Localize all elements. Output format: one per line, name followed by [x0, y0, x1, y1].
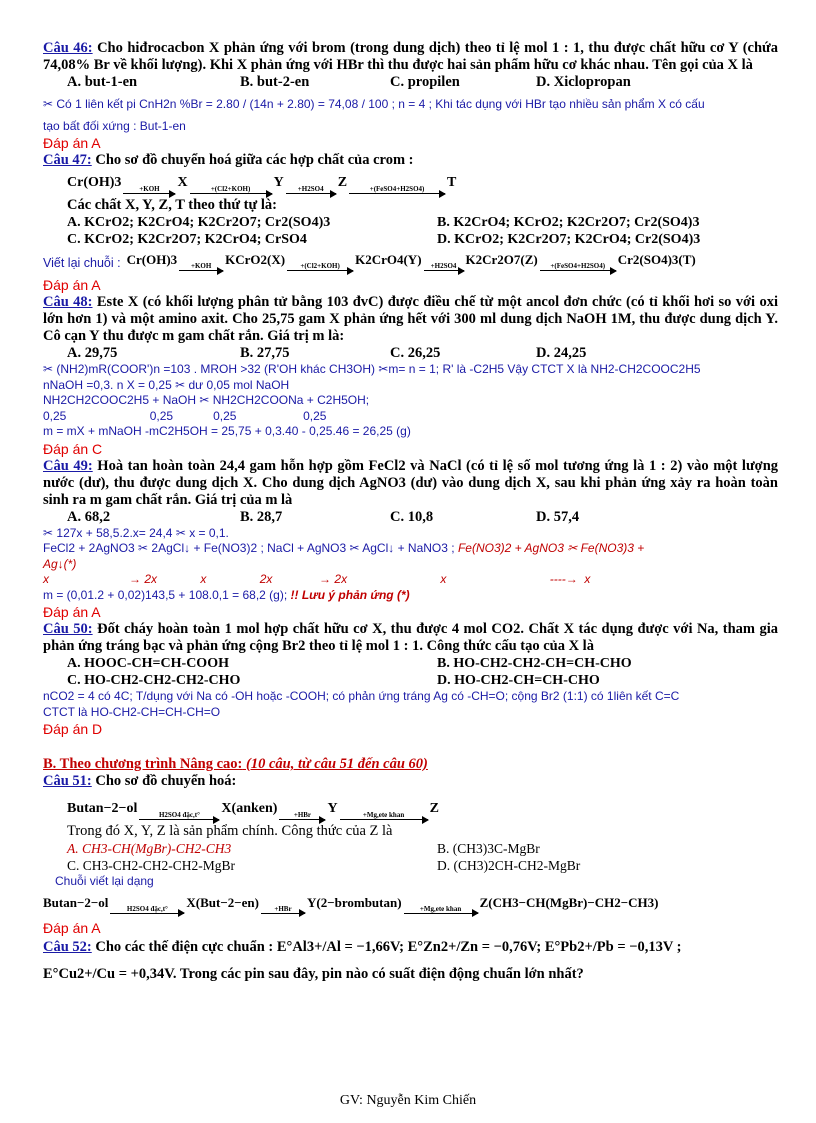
question-46 [43, 40, 778, 74]
option-b: B. (CH3)3C-MgBr [437, 841, 540, 856]
reaction-arrow: +(FeSO4+H2SO4) [349, 185, 445, 194]
question-label: Câu 50: [43, 621, 93, 637]
compound: KCrO2(X) [225, 252, 286, 267]
question-label: Câu 49: [43, 457, 93, 474]
reaction-arrow: +HBr [279, 811, 325, 820]
solution-line: CTCT là HO-CH2-CH=CH-CH=O [43, 704, 221, 719]
answer: Đáp án A [43, 135, 101, 151]
option-a: A. HOOC-CH=CH-COOH [67, 656, 229, 671]
question-label: Câu 47: [43, 152, 92, 168]
question-51 [43, 773, 778, 790]
question-text: Hoà tan hoàn toàn 24,4 gam hỗn hợp gồm FeCl2 và NaCl (có tỉ lệ số mol tương ứng là 1 : 2) vào một lượng nước (dư), thu được dung dịch X. Cho dung dịch AgNO3 (dư) vào dung dịch X, sau khi phản ứng xảy ra hoàn toàn sinh ra m gam chất rắn. Giá trị của m là [43, 457, 779, 508]
compound: Cr(OH)3 [126, 252, 178, 267]
question-prompt: Trong đó X, Y, Z là sản phẩm chính. Công thức của Z là [67, 823, 393, 839]
solution-line: 0,25 0,25 0,25 0,25 [43, 408, 327, 423]
reaction-text-highlight: Fe(NO3)2 + AgNO3 ✂ Fe(NO3)3 + [457, 541, 645, 555]
page-footer: GV: Nguyễn Kim Chiến [339, 1093, 477, 1108]
compound: Butan−2−ol [67, 801, 138, 816]
reaction-arrow: +HBr [261, 905, 305, 914]
rewritten-scheme [43, 249, 778, 271]
rewritten-scheme [43, 892, 778, 914]
section-heading [43, 756, 778, 773]
question-text: Cho sơ đồ chuyển hoá giữa các hợp chất của crom : [95, 152, 414, 168]
reaction-arrow: +(FeSO4+H2SO4) [540, 262, 616, 271]
option-b: B. HO-CH2-CH2-CH=CH-CHO [437, 656, 632, 671]
question-text: Trong các pin sau đây, pin nào có suất điện động chuẩn lớn nhất? [179, 965, 584, 982]
answer: Đáp án A [43, 919, 101, 936]
question-label: Câu 48: [43, 294, 93, 310]
compound: K2CrO4(Y) [355, 252, 422, 267]
solution-line [43, 588, 778, 604]
electrode-potential: E°Cu2+/Cu = +0,34V. [43, 965, 177, 982]
question-50 [43, 621, 778, 655]
question-48 [43, 294, 778, 345]
section-title: B. Theo chương trình Nâng cao: [43, 756, 243, 772]
compound: Y [327, 801, 338, 816]
option-a: A. 68,2 [67, 508, 111, 525]
option-a: A. KCrO2; K2CrO4; K2Cr2O7; Cr2(SO4)3 [67, 215, 331, 230]
solution-line: m = mX + mNaOH -mC2H5OH = 25,75 + 0,3.40 - 0,25.46 = 26,25 (g) [43, 424, 411, 438]
solution-line: ✂ 127x + 58,5.2.x= 24,4 ✂ x = 0,1. [43, 525, 229, 540]
solution-line: ✂ Có 1 liên kết pi CnH2n %Br = 2.80 / (14n + 2.80) = 74,08 / 100 ; n = 4 ; Khi tác dụng với HBr tạo nhiều sản phẩm X có cấu [43, 97, 705, 111]
question-52 [43, 939, 778, 956]
question-text: Cho hiđrocacbon X phản ứng với brom (trong dung dịch) theo tỉ lệ mol 1 : 1, thu được chất hữu cơ Y (chứa 74,08% Br về khối lượng). Khi X phản ứng với HBr thì thu được hai sản phẩm hữu cơ khác nhau. Tên gọi của X là [43, 40, 778, 73]
reaction-arrow: +Mg,ete khan [340, 811, 428, 820]
compound: K2Cr2O7(Z) [465, 252, 538, 267]
solution-line: tạo bất đối xứng : But-1-en [43, 118, 186, 133]
compound: T [447, 175, 457, 190]
option-b: B. 28,7 [240, 508, 283, 525]
answer: Đáp án A [43, 277, 101, 293]
question-prompt: Các chất X, Y, Z, T theo thứ tự là: [67, 197, 277, 213]
question-52-continued [43, 966, 778, 983]
option-d: D. 57,4 [536, 508, 580, 525]
question-text: Đốt cháy hoàn toàn 1 mol hợp chất hữu cơ X, thu được 4 mol CO2. Chất X tác dụng được với Na, tham gia phản ứng tráng bạc và phản ứng cộng Br2 theo tỉ lệ mol 1 : 1. Công thức cấu tạo của X là [43, 621, 779, 654]
option-c: C. 26,25 [390, 345, 441, 361]
option-c: C. propilen [390, 74, 460, 90]
option-d: D. KCrO2; K2Cr2O7; K2CrO4; Cr2(SO4)3 [437, 232, 701, 247]
reaction-arrow: H2SO4 đặc,t° [139, 811, 219, 820]
question-text: Este X (có khối lượng phân tử bằng 103 đvC) được điều chế từ một ancol đơn chức (có tỉ khối hơi so với oxi lớn hơn 1) và một amino axit. Cho 25,75 gam X phản ứng hết với 300 ml dung dịch NaOH 1M, thu được dung dịch Y. Cô cạn Y thu được m gam chất rắn. Giá trị m là: [43, 294, 778, 344]
option-a: A. but-1-en [67, 74, 138, 90]
compound: Z [429, 801, 439, 816]
compound: X [177, 175, 188, 190]
compound: Cr2(SO4)3(T) [617, 252, 696, 267]
compound: Butan−2−ol [43, 894, 109, 910]
electrode-potentials: E°Al3+/Al = −1,66V; E°Zn2+/Zn = −0,76V; E°Pb2+/Pb = −0,13V ; [276, 938, 682, 955]
option-d: D. 24,25 [536, 345, 587, 361]
answer: Đáp án A [43, 604, 101, 620]
options-47 [67, 214, 778, 248]
compound: Cr(OH)3 [67, 175, 122, 190]
compound: Z(CH3−CH(MgBr)−CH2−CH3) [479, 894, 659, 910]
compound: X(But−2−en) [186, 894, 259, 910]
question-47 [43, 152, 778, 169]
solution-line: NH2CH2COOC2H5 + NaOH ✂ NH2CH2COONa + C2H5OH; [43, 393, 370, 407]
options-46 [67, 74, 778, 91]
section-note: (10 câu, từ câu 51 đến câu 60) [245, 756, 428, 772]
question-49 [43, 458, 778, 509]
reaction-arrow: +(Cl2+KOH) [190, 185, 272, 194]
options-50 [67, 655, 778, 689]
option-d: D. (CH3)2CH-CH2-MgBr [437, 858, 581, 873]
solution-line [43, 541, 778, 557]
reaction-arrow: +KOH [179, 262, 223, 271]
compound: Z [337, 175, 348, 190]
option-a: A. CH3-CH(MgBr)-CH2-CH3 [67, 841, 232, 856]
options-48 [67, 345, 778, 362]
reaction-arrow: +(Cl2+KOH) [287, 262, 353, 271]
rewrite-label: Viết lại chuỗi : [43, 255, 121, 270]
reaction-arrow: +H2SO4 [286, 185, 336, 194]
solution-line: Ag↓(*) [43, 556, 77, 571]
option-d: D. HO-CH2-CH=CH-CHO [437, 673, 600, 688]
option-a: A. 29,75 [67, 345, 118, 361]
reaction-arrow: H2SO4 đặc,t° [110, 905, 184, 914]
rewrite-label: Chuỗi viết lại dạng [55, 874, 154, 888]
question-label: Câu 46: [43, 40, 93, 56]
answer: Đáp án D [43, 721, 103, 737]
question-label: Câu 51: [43, 773, 92, 789]
option-b: B. K2CrO4; KCrO2; K2Cr2O7; Cr2(SO4)3 [437, 215, 700, 230]
option-c: C. KCrO2; K2Cr2O7; K2CrO4; CrSO4 [67, 232, 307, 247]
note-text: !! Lưu ý phản ứng (*) [290, 587, 410, 602]
reaction-arrow: +Mg,ete khan [404, 905, 478, 914]
option-d: D. Xiclopropan [536, 74, 631, 90]
document-page [43, 40, 778, 983]
reaction-scheme [67, 798, 778, 820]
solution-line: nNaOH =0,3. n X = 0,25 ✂ dư 0,05 mol NaOH [43, 377, 290, 392]
option-c: C. CH3-CH2-CH2-CH2-MgBr [67, 858, 236, 873]
solution-line: ✂ (NH2)mR(COOR')n =103 . MROH >32 (R'OH khác CH3OH) ✂m= n = 1; R' là -C2H5 Vậy CTCT X là NH2-CH2COOC2H5 [43, 362, 701, 376]
compound: Y(2−brombutan) [306, 894, 402, 910]
reaction-text: FeCl2 + 2AgNO3 ✂ 2AgCl↓ + Fe(NO3)2 ; NaCl + AgNO3 ✂ AgCl↓ + NaNO3 ; [43, 541, 455, 555]
options-51 [67, 840, 778, 874]
option-b: B. but-2-en [240, 74, 310, 90]
question-label: Câu 52: [43, 938, 92, 955]
result-text: m = (0,01.2 + 0,02)143,5 + 108.0,1 = 68,2 (g); [43, 587, 288, 602]
reaction-arrow: +KOH [123, 185, 175, 194]
question-text: Cho sơ đồ chuyển hoá: [95, 773, 237, 789]
solution-line: x → 2x x 2x → 2x x ----→ x [43, 572, 591, 586]
answer: Đáp án C [43, 440, 103, 457]
option-c: C. HO-CH2-CH2-CH2-CHO [67, 673, 241, 688]
reaction-arrow: +H2SO4 [424, 262, 464, 271]
solution-line: nCO2 = 4 có 4C; T/dụng với Na có -OH hoặc -COOH; có phản ứng tráng Ag có -CH=O; cộng Br2 (1:1) có 1liên kết C=C [43, 689, 680, 703]
options-49 [67, 509, 778, 526]
option-b: B. 27,75 [240, 345, 290, 361]
option-c: C. 10,8 [390, 508, 434, 525]
question-text: Cho các thế điện cực chuẩn : [95, 938, 274, 955]
compound: X(anken) [221, 801, 278, 816]
compound: Y [273, 175, 284, 190]
reaction-scheme [67, 172, 778, 194]
